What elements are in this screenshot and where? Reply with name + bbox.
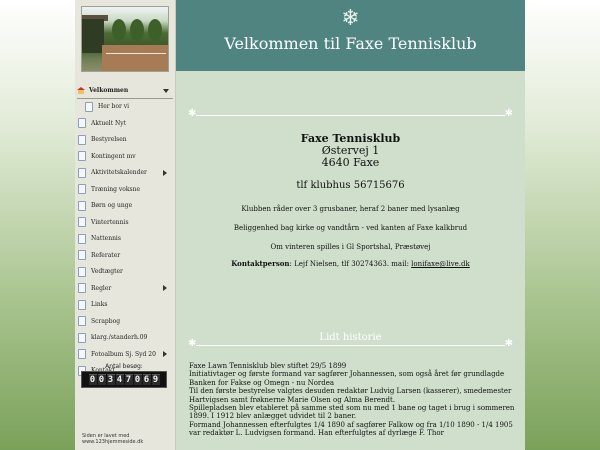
chevron-right-icon[interactable] — [163, 351, 167, 357]
winter-info: Om vinteren spilles i Gl Sportshal, Præstøvej — [270, 243, 431, 251]
contact-text: : Lejf Nielsen, tlf 30274363. mail: — [289, 260, 412, 268]
visit-counter-digits — [81, 371, 167, 388]
menu-item-label: Træning voksne — [91, 185, 141, 193]
menu-item-kontingent[interactable] — [75, 148, 175, 165]
menu-item-vedtaegter[interactable] — [75, 264, 175, 281]
page-icon — [85, 102, 93, 112]
menu-item-label: Aktivitetskalender — [91, 169, 147, 177]
counter-digit: 4 — [116, 375, 123, 385]
menu-item-fotoalbum[interactable] — [75, 346, 175, 363]
menu-item-label: Kontingent mv — [91, 152, 136, 160]
credit-line-1: Siden er lavet med — [82, 433, 130, 439]
page-header — [176, 0, 525, 71]
section-title: Lidt historie — [319, 332, 382, 343]
counter-digit: 0 — [134, 375, 141, 385]
contact-email-link[interactable]: lonifaxe@live.dk — [411, 260, 470, 268]
menu-item-aktivitetskalender[interactable] — [75, 165, 175, 182]
menu-item-label: Vintertennis — [91, 218, 129, 226]
menu-item-label: klarg./standerh.09 — [91, 334, 148, 342]
history-line: Til den første bestyrelse valgtes desuden redaktør Ludvig Larsen (kasserer), smedemester Hartvigsen samt frøknerne Marie Olsen og Alma Berendt. — [189, 387, 512, 404]
page-icon — [78, 333, 86, 343]
menu-item-label: Nattennis — [91, 235, 121, 243]
menu-item-aktuelt-nyt[interactable] — [75, 115, 175, 132]
menu-item-regler[interactable] — [75, 280, 175, 297]
location-info: Beliggenhed bag kirke og vandtårn - ved kanten af Faxe kalkbrud — [233, 224, 468, 232]
page-icon — [78, 316, 86, 326]
page-icon — [78, 118, 86, 128]
page-icon — [78, 151, 86, 161]
site-credit[interactable] — [82, 433, 172, 445]
counter-digit: 7 — [125, 375, 132, 385]
contact-info — [176, 260, 525, 268]
star-icon: ✱ — [504, 338, 513, 349]
page-title: Velkommen til Faxe Tennisklub — [224, 34, 477, 53]
menu-item-referater[interactable] — [75, 247, 175, 264]
club-city: 4640 Faxe — [321, 156, 380, 169]
visit-counter — [81, 363, 167, 388]
menu-item-label: Scrapbog — [91, 317, 121, 325]
credit-link[interactable]: www.123hjemmeside.dk — [82, 439, 144, 445]
menu-item-label: Børn og unge — [91, 202, 133, 210]
star-icon: ✱ — [504, 108, 513, 119]
home-icon — [77, 87, 85, 94]
menu-item-her-bor-vi[interactable] — [75, 99, 175, 116]
history-line: Initiativtager og første formand var sagfører Johannessen, som også året før grundlagde Banken for Fakse og Omegn - nu Nordea — [189, 370, 505, 387]
menu-item-label: Her bor vi — [98, 103, 130, 111]
menu-item-scrapbog[interactable] — [75, 313, 175, 330]
page-icon — [78, 250, 86, 260]
content-area — [176, 0, 525, 450]
star-icon: ✱ — [188, 108, 197, 119]
menu-item-label: Fotoalbum Sj. Syd 20 — [91, 350, 156, 358]
counter-digit: 6 — [143, 375, 150, 385]
page-icon — [78, 267, 86, 277]
history-line: Spillepladsen blev etableret på samme sted som nu med 1 bane og taget i brug i sommeren 1899. I 1912 blev anlægget udvidet til 2 baner. — [189, 404, 515, 421]
menu-item-velkommen[interactable] — [75, 82, 175, 99]
club-photo — [81, 6, 169, 72]
nav-menu — [75, 82, 175, 379]
page-icon — [78, 201, 86, 211]
chevron-down-icon[interactable] — [163, 89, 169, 93]
club-name: Faxe Tennisklub — [300, 132, 401, 145]
counter-digit: 0 — [89, 375, 96, 385]
page-icon — [78, 168, 86, 178]
menu-item-bestyrelsen[interactable] — [75, 132, 175, 149]
page-icon — [78, 283, 86, 293]
star-icon: ✱ — [188, 338, 197, 349]
page-icon — [78, 135, 86, 145]
menu-item-label: Referater — [91, 251, 121, 259]
history-text — [189, 362, 519, 438]
page-icon — [78, 300, 86, 310]
menu-item-links[interactable] — [75, 297, 175, 314]
page-icon — [78, 217, 86, 227]
counter-digit: 3 — [107, 375, 114, 385]
menu-item-label: Vedtægter — [91, 268, 123, 276]
menu-item-label: Bestyrelsen — [91, 136, 127, 144]
menu-item-vintertennis[interactable] — [75, 214, 175, 231]
menu-item-nattennis[interactable] — [75, 231, 175, 248]
page-icon — [78, 184, 86, 194]
courts-info: Klubben råder over 3 grusbaner, heraf 2 baner med lysanlæg — [241, 205, 460, 213]
page-icon — [78, 234, 86, 244]
counter-digit: 0 — [98, 375, 105, 385]
sidebar — [75, 0, 176, 450]
visit-counter-label: Antal besøg: — [105, 363, 143, 370]
page-icon — [78, 349, 86, 359]
history-line: Faxe Lawn Tennisklub blev stiftet 29/5 1899 — [189, 362, 347, 370]
club-info — [176, 133, 525, 268]
menu-item-label: Links — [91, 301, 108, 309]
counter-digit: 9 — [152, 375, 159, 385]
contact-label: Kontaktperson — [231, 259, 290, 268]
menu-item-boern-og-unge[interactable] — [75, 198, 175, 215]
menu-item-traening-voksne[interactable] — [75, 181, 175, 198]
snowflake-icon: ❄ — [341, 6, 360, 31]
menu-item-label: Velkommen — [89, 86, 129, 94]
club-phone: tlf klubhus 56715676 — [296, 180, 405, 191]
chevron-right-icon[interactable] — [163, 170, 167, 176]
menu-item-label: Aktuelt Nyt — [91, 119, 127, 127]
menu-item-klargoering[interactable] — [75, 330, 175, 347]
divider-top — [188, 108, 513, 121]
chevron-right-icon[interactable] — [163, 285, 167, 291]
menu-item-label: Regler — [91, 284, 112, 292]
page — [75, 0, 525, 450]
club-street: Østervej 1 — [321, 144, 380, 157]
history-line: Formand Johannessen efterfulgtes 1/4 1890 af sagfører Falkow og fra 1/10 1890 - 1/4 1905 var redaktør L. Ludvigsen formand. Han efterfulgtes af dyrlæge F. Thor — [189, 420, 513, 438]
